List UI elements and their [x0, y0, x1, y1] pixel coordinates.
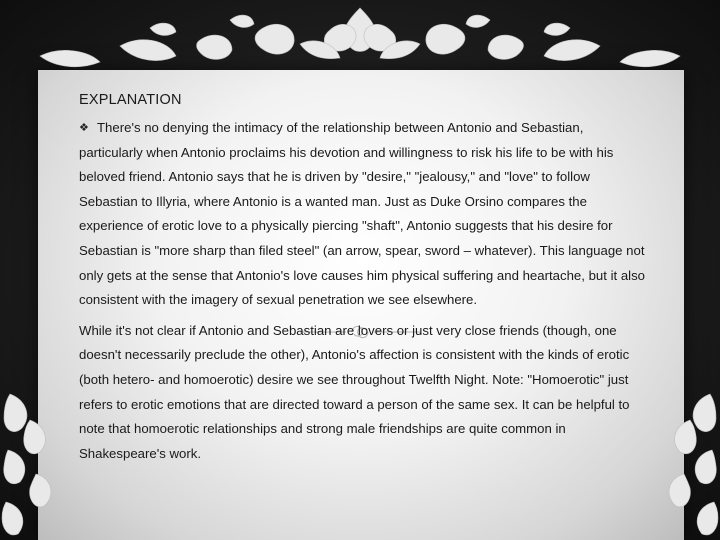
- bullet-paragraph: [79, 116, 649, 313]
- left-ornament-border: [0, 390, 80, 540]
- paragraph-2: While it's not clear if Antonio and Sebastian are lovers or just very close friends (though, one doesn't necessarily preclude the other), Antonio's affection is consistent with the kinds of erotic (both hetero- and homoerotic) desire we see throughout Twelfth Night. Note: "Homoerotic" just refers to erotic emotions that are directed toward a person of the same sex. It can be helpful to note that homoerotic relationships and strong male friendships are quite common in Shakespeare's work.: [79, 322, 630, 461]
- slide-heading: EXPLANATION: [79, 92, 182, 108]
- paragraph-1: There's no denying the intimacy of the relationship between Antonio and Sebastian, particularly when Antonio proclaims his devotion and willingness to risk his life to be with his beloved friend. Antonio says that he is driven by "desire," "jealousy," and "love" to follow Sebastian to Illyria, where Antonio is a wanted man. Just as Duke Orsino compares the experience of erotic love to a physically piercing "shaft", Antonio suggests that his desire for Sebastian is "more sharp than filed steel" (an arrow, spear, sword – whatever). This language not only gets at the sense that Antonio's love causes him physical suffering and heartache, but it also consistent with the imagery of sexual penetration we see elsewhere.: [79, 120, 646, 308]
- diamond-bullet-icon: ❖: [79, 122, 89, 134]
- top-ornament-border: [0, 0, 720, 80]
- right-ornament-border: [640, 390, 720, 540]
- slide-content: [79, 88, 649, 472]
